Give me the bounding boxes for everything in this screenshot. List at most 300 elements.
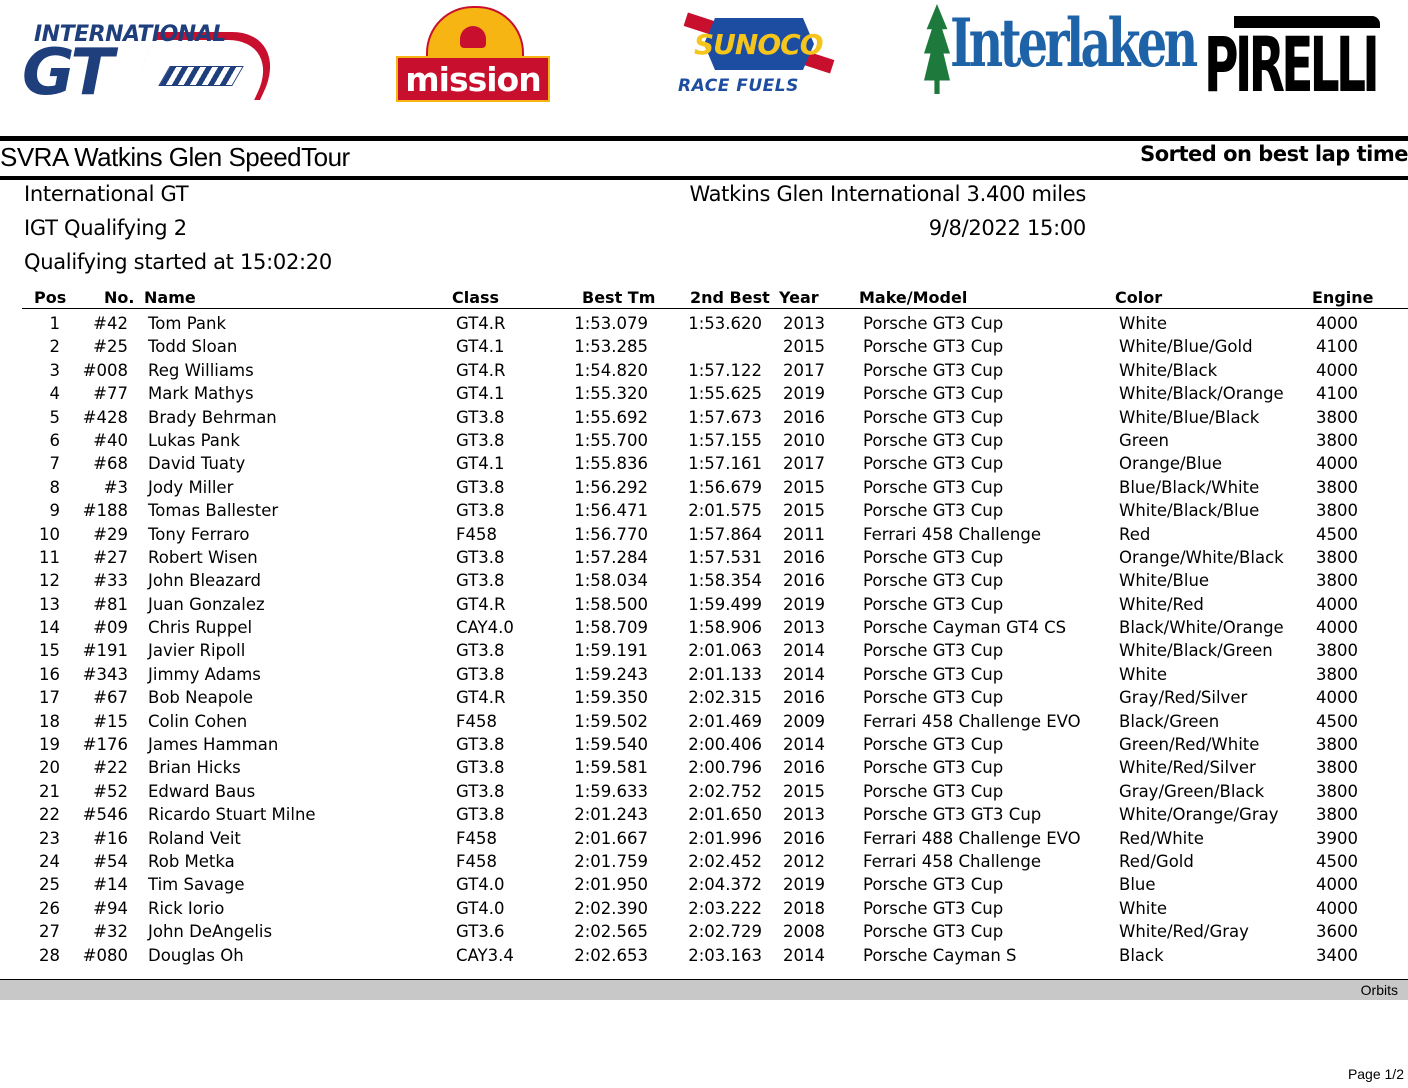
cell-color: White/Blue/Black xyxy=(1119,407,1260,427)
cell-car-number: #188 xyxy=(82,501,128,521)
cell-engine: 3800 xyxy=(1316,571,1358,591)
cell-driver-name: Robert Wisen xyxy=(148,547,258,567)
cell-driver-name: Colin Cohen xyxy=(148,711,248,731)
international-gt-logo xyxy=(22,18,272,110)
table-row xyxy=(0,850,1408,873)
cell-car-number: #77 xyxy=(93,384,128,404)
cell-color: White/Blue xyxy=(1119,571,1210,591)
cell-driver-name: Tomas Ballester xyxy=(148,501,279,521)
cell-second-best: 2:00.406 xyxy=(688,735,762,755)
cell-class: F458 xyxy=(456,524,497,544)
cell-driver-name: Bob Neapole xyxy=(148,688,254,708)
table-row xyxy=(0,616,1408,639)
cell-color: Orange/White/Black xyxy=(1119,547,1284,567)
col-class: Class xyxy=(452,288,500,307)
cell-color: White/Red xyxy=(1119,594,1204,614)
pirelli-logo xyxy=(1204,16,1380,109)
cell-engine: 3800 xyxy=(1316,805,1358,825)
cell-driver-name: Jimmy Adams xyxy=(148,664,261,684)
cell-year: 2015 xyxy=(783,337,825,357)
cell-year: 2014 xyxy=(783,664,825,684)
cell-make-model: Porsche GT3 Cup xyxy=(863,454,1004,474)
cell-second-best: 2:00.796 xyxy=(688,758,762,778)
table-row xyxy=(0,920,1408,943)
cell-make-model: Porsche GT3 Cup xyxy=(863,384,1004,404)
cell-second-best: 1:58.354 xyxy=(688,571,762,591)
cell-driver-name: Lukas Pank xyxy=(148,430,240,450)
cell-class: F458 xyxy=(456,851,497,871)
cell-pos: 27 xyxy=(39,922,60,942)
cell-pos: 5 xyxy=(49,407,60,427)
table-row xyxy=(0,780,1408,803)
cell-class: GT4.1 xyxy=(456,454,505,474)
cell-class: GT4.R xyxy=(456,594,506,614)
cell-color: Red xyxy=(1119,524,1151,544)
cell-engine: 4000 xyxy=(1316,360,1358,380)
event-title: SVRA Watkins Glen SpeedTour xyxy=(0,142,350,172)
cell-engine: 3800 xyxy=(1316,735,1358,755)
cell-driver-name: Javier Ripoll xyxy=(148,641,246,661)
logo-checker xyxy=(158,66,244,86)
cell-second-best: 2:02.315 xyxy=(688,688,762,708)
cell-class: GT4.0 xyxy=(456,898,505,918)
table-row xyxy=(0,499,1408,522)
cell-second-best: 1:56.679 xyxy=(688,477,762,497)
cell-driver-name: John Bleazard xyxy=(148,571,262,591)
cell-pos: 1 xyxy=(49,314,60,333)
cell-class: GT4.R xyxy=(456,688,506,708)
cell-year: 2011 xyxy=(783,524,825,544)
mission-word: mission xyxy=(396,56,550,102)
cell-pos: 4 xyxy=(49,384,60,404)
cell-car-number: #40 xyxy=(93,430,128,450)
col-year: Year xyxy=(779,288,819,307)
cell-color: Green xyxy=(1119,430,1169,450)
cell-color: White/Blue/Gold xyxy=(1119,337,1253,357)
cell-car-number: #33 xyxy=(93,571,128,591)
cell-class: GT3.8 xyxy=(456,758,505,778)
cell-second-best: 2:01.996 xyxy=(688,828,762,848)
bell-icon xyxy=(460,26,486,48)
cell-car-number: #343 xyxy=(82,664,128,684)
cell-best-time: 1:59.191 xyxy=(574,641,648,661)
cell-car-number: #15 xyxy=(93,711,128,731)
title-rule-bottom xyxy=(0,176,1408,180)
cell-pos: 12 xyxy=(39,571,60,591)
cell-best-time: 2:02.653 xyxy=(574,945,648,965)
cell-best-time: 1:57.284 xyxy=(574,547,648,567)
cell-make-model: Porsche GT3 Cup xyxy=(863,314,1004,333)
cell-make-model: Porsche GT3 Cup xyxy=(863,781,1004,801)
cell-color: Red/Gold xyxy=(1119,851,1194,871)
sunoco-sub: RACE FUELS xyxy=(678,76,799,96)
cell-best-time: 1:58.709 xyxy=(574,618,648,638)
cell-class: F458 xyxy=(456,828,497,848)
cell-driver-name: Douglas Oh xyxy=(148,945,244,965)
cell-best-time: 2:01.759 xyxy=(574,851,648,871)
cell-driver-name: Tony Ferraro xyxy=(148,524,250,544)
table-row xyxy=(0,944,1408,967)
cell-engine: 3900 xyxy=(1316,828,1358,848)
cell-driver-name: Juan Gonzalez xyxy=(148,594,265,614)
cell-year: 2019 xyxy=(783,875,825,895)
table-row xyxy=(0,710,1408,733)
cell-year: 2014 xyxy=(783,641,825,661)
cell-pos: 7 xyxy=(49,454,60,474)
header-rule xyxy=(22,308,1408,309)
cell-driver-name: Reg Williams xyxy=(148,360,254,380)
tree-icon xyxy=(924,4,950,94)
cell-car-number: #080 xyxy=(82,945,128,965)
cell-engine: 3800 xyxy=(1316,641,1358,661)
cell-class: CAY4.0 xyxy=(456,618,514,638)
col-no: No. xyxy=(104,288,135,307)
cell-pos: 16 xyxy=(39,664,60,684)
table-row xyxy=(0,803,1408,826)
col-best: Best Tm xyxy=(582,288,656,307)
cell-second-best: 2:02.729 xyxy=(688,922,762,942)
cell-engine: 3800 xyxy=(1316,664,1358,684)
cell-pos: 10 xyxy=(39,524,60,544)
cell-car-number: #428 xyxy=(82,407,128,427)
cell-second-best: 2:01.133 xyxy=(688,664,762,684)
table-row xyxy=(0,873,1408,896)
cell-second-best: 1:57.531 xyxy=(688,547,762,567)
table-row xyxy=(0,382,1408,405)
col-second-best: 2nd Best xyxy=(690,288,770,307)
igt-logo-line1: INTERNATIONAL xyxy=(34,22,226,47)
cell-driver-name: Brady Behrman xyxy=(148,407,277,427)
cell-second-best: 2:04.372 xyxy=(688,875,762,895)
cell-pos: 26 xyxy=(39,898,60,918)
cell-second-best: 1:59.499 xyxy=(688,594,762,614)
cell-year: 2019 xyxy=(783,384,825,404)
interlaken-word: Interlaken xyxy=(950,4,1195,82)
sunoco-logo xyxy=(676,14,842,100)
cell-best-time: 1:56.471 xyxy=(574,501,648,521)
cell-color: White/Red/Silver xyxy=(1119,758,1256,778)
cell-class: GT3.8 xyxy=(456,477,505,497)
cell-class: GT3.8 xyxy=(456,641,505,661)
cell-second-best: 1:57.161 xyxy=(688,454,762,474)
page-number: Page 1/2 xyxy=(1347,1066,1404,1082)
table-row xyxy=(0,523,1408,546)
cell-year: 2016 xyxy=(783,688,825,708)
cell-year: 2019 xyxy=(783,594,825,614)
cell-best-time: 1:58.034 xyxy=(574,571,648,591)
table-row xyxy=(0,452,1408,475)
cell-car-number: #008 xyxy=(82,360,128,380)
cell-engine: 4500 xyxy=(1316,524,1358,544)
cell-best-time: 1:55.836 xyxy=(574,454,648,474)
timing-brand: Orbits xyxy=(1360,982,1398,998)
table-row xyxy=(0,827,1408,850)
session-start: Qualifying started at 15:02:20 xyxy=(24,250,332,274)
interlaken-logo xyxy=(922,2,1195,98)
cell-best-time: 1:59.540 xyxy=(574,735,648,755)
cell-class: GT4.1 xyxy=(456,337,505,357)
cell-class: CAY3.4 xyxy=(456,945,514,965)
cell-make-model: Porsche GT3 Cup xyxy=(863,664,1004,684)
cell-car-number: #25 xyxy=(93,337,128,357)
session-name: IGT Qualifying 2 xyxy=(24,216,187,240)
table-row xyxy=(0,733,1408,756)
cell-class: GT4.0 xyxy=(456,875,505,895)
cell-year: 2008 xyxy=(783,922,825,942)
cell-year: 2015 xyxy=(783,477,825,497)
cell-pos: 2 xyxy=(49,337,60,357)
cell-year: 2013 xyxy=(783,805,825,825)
cell-color: White/Black/Orange xyxy=(1119,384,1284,404)
cell-make-model: Porsche GT3 Cup xyxy=(863,337,1004,357)
cell-class: GT3.8 xyxy=(456,501,505,521)
cell-year: 2015 xyxy=(783,501,825,521)
cell-pos: 24 xyxy=(39,851,60,871)
cell-car-number: #32 xyxy=(93,922,128,942)
cell-driver-name: James Hamman xyxy=(148,735,279,755)
cell-pos: 3 xyxy=(49,360,60,380)
cell-color: Orange/Blue xyxy=(1119,454,1223,474)
cell-pos: 18 xyxy=(39,711,60,731)
cell-car-number: #22 xyxy=(93,758,128,778)
cell-make-model: Porsche GT3 Cup xyxy=(863,501,1004,521)
cell-car-number: #68 xyxy=(93,454,128,474)
cell-engine: 4000 xyxy=(1316,688,1358,708)
cell-best-time: 1:55.700 xyxy=(574,430,648,450)
cell-pos: 15 xyxy=(39,641,60,661)
cell-class: GT3.8 xyxy=(456,805,505,825)
cell-make-model: Porsche GT3 Cup xyxy=(863,922,1004,942)
cell-driver-name: Rob Metka xyxy=(148,851,235,871)
table-row xyxy=(0,476,1408,499)
cell-make-model: Porsche GT3 Cup xyxy=(863,641,1004,661)
cell-second-best: 1:57.864 xyxy=(688,524,762,544)
cell-class: GT4.R xyxy=(456,314,506,333)
table-row xyxy=(0,639,1408,662)
cell-engine: 3800 xyxy=(1316,430,1358,450)
cell-engine: 3600 xyxy=(1316,922,1358,942)
cell-make-model: Porsche GT3 GT3 Cup xyxy=(863,805,1042,825)
cell-year: 2013 xyxy=(783,314,825,333)
cell-make-model: Porsche GT3 Cup xyxy=(863,735,1004,755)
cell-second-best: 1:58.906 xyxy=(688,618,762,638)
table-row xyxy=(0,359,1408,382)
cell-best-time: 1:59.350 xyxy=(574,688,648,708)
cell-best-time: 1:58.500 xyxy=(574,594,648,614)
cell-engine: 4000 xyxy=(1316,898,1358,918)
cell-driver-name: Todd Sloan xyxy=(148,337,238,357)
cell-car-number: #42 xyxy=(93,314,128,333)
cell-driver-name: Tim Savage xyxy=(148,875,245,895)
cell-year: 2015 xyxy=(783,781,825,801)
cell-make-model: Porsche GT3 Cup xyxy=(863,688,1004,708)
cell-color: White/Black/Green xyxy=(1119,641,1273,661)
cell-make-model: Porsche GT3 Cup xyxy=(863,875,1004,895)
sort-note: Sorted on best lap time xyxy=(1140,142,1408,166)
cell-engine: 4100 xyxy=(1316,384,1358,404)
table-row xyxy=(0,312,1408,335)
cell-driver-name: Jody Miller xyxy=(148,477,234,497)
cell-second-best: 2:01.575 xyxy=(688,501,762,521)
cell-class: GT3.8 xyxy=(456,664,505,684)
cell-year: 2010 xyxy=(783,430,825,450)
cell-car-number: #546 xyxy=(82,805,128,825)
cell-engine: 3800 xyxy=(1316,547,1358,567)
cell-pos: 11 xyxy=(39,547,60,567)
cell-pos: 14 xyxy=(39,618,60,638)
cell-best-time: 1:56.770 xyxy=(574,524,648,544)
cell-engine: 3800 xyxy=(1316,781,1358,801)
cell-car-number: #54 xyxy=(93,851,128,871)
cell-year: 2014 xyxy=(783,945,825,965)
cell-driver-name: Brian Hicks xyxy=(148,758,241,778)
cell-best-time: 1:59.243 xyxy=(574,664,648,684)
results-table xyxy=(0,312,1408,967)
cell-class: F458 xyxy=(456,711,497,731)
cell-make-model: Porsche GT3 Cup xyxy=(863,430,1004,450)
cell-best-time: 1:54.820 xyxy=(574,360,648,380)
cell-second-best: 1:53.620 xyxy=(688,314,762,333)
cell-make-model: Porsche GT3 Cup xyxy=(863,898,1004,918)
cell-make-model: Porsche GT3 Cup xyxy=(863,547,1004,567)
cell-pos: 6 xyxy=(49,430,60,450)
cell-color: White/Orange/Gray xyxy=(1119,805,1279,825)
cell-color: Blue xyxy=(1119,875,1156,895)
cell-year: 2012 xyxy=(783,851,825,871)
cell-year: 2013 xyxy=(783,618,825,638)
cell-pos: 8 xyxy=(49,477,60,497)
cell-engine: 4000 xyxy=(1316,594,1358,614)
cell-car-number: #81 xyxy=(93,594,128,614)
table-row xyxy=(0,686,1408,709)
cell-best-time: 1:53.079 xyxy=(574,314,648,333)
cell-year: 2017 xyxy=(783,360,825,380)
cell-color: Red/White xyxy=(1119,828,1204,848)
cell-pos: 25 xyxy=(39,875,60,895)
cell-pos: 13 xyxy=(39,594,60,614)
cell-engine: 3800 xyxy=(1316,501,1358,521)
table-row xyxy=(0,406,1408,429)
table-row xyxy=(0,756,1408,779)
cell-color: Gray/Red/Silver xyxy=(1119,688,1248,708)
cell-pos: 23 xyxy=(39,828,60,848)
cell-best-time: 2:01.950 xyxy=(574,875,648,895)
cell-car-number: #14 xyxy=(93,875,128,895)
cell-best-time: 2:01.243 xyxy=(574,805,648,825)
cell-driver-name: Rick Iorio xyxy=(148,898,225,918)
cell-engine: 4500 xyxy=(1316,851,1358,871)
cell-second-best: 2:03.222 xyxy=(688,898,762,918)
cell-pos: 22 xyxy=(39,805,60,825)
cell-pos: 20 xyxy=(39,758,60,778)
cell-make-model: Porsche GT3 Cup xyxy=(863,594,1004,614)
cell-class: GT3.8 xyxy=(456,430,505,450)
cell-make-model: Porsche GT3 Cup xyxy=(863,571,1004,591)
cell-second-best: 1:55.625 xyxy=(688,384,762,404)
sponsor-logos xyxy=(0,0,1408,130)
cell-color: Green/Red/White xyxy=(1119,735,1260,755)
cell-class: GT3.8 xyxy=(456,407,505,427)
cell-best-time: 1:55.320 xyxy=(574,384,648,404)
cell-driver-name: Edward Baus xyxy=(148,781,256,801)
cell-engine: 4000 xyxy=(1316,875,1358,895)
col-name: Name xyxy=(144,288,196,307)
cell-color: Gray/Green/Black xyxy=(1119,781,1265,801)
cell-color: Black xyxy=(1119,945,1164,965)
cell-engine: 3800 xyxy=(1316,477,1358,497)
cell-engine: 3800 xyxy=(1316,407,1358,427)
cell-class: GT3.8 xyxy=(456,781,505,801)
cell-engine: 4500 xyxy=(1316,711,1358,731)
cell-make-model: Ferrari 458 Challenge xyxy=(863,524,1041,544)
cell-car-number: #52 xyxy=(93,781,128,801)
igt-logo-line2: GT xyxy=(22,36,112,110)
cell-color: Black/Green xyxy=(1119,711,1220,731)
cell-second-best: 1:57.122 xyxy=(688,360,762,380)
cell-color: White xyxy=(1119,898,1167,918)
cell-engine: 4000 xyxy=(1316,618,1358,638)
table-row xyxy=(0,593,1408,616)
cell-second-best: 2:01.469 xyxy=(688,711,762,731)
cell-make-model: Porsche GT3 Cup xyxy=(863,758,1004,778)
table-row xyxy=(0,569,1408,592)
cell-car-number: #29 xyxy=(93,524,128,544)
cell-class: GT3.8 xyxy=(456,547,505,567)
cell-color: White xyxy=(1119,664,1167,684)
cell-best-time: 1:59.633 xyxy=(574,781,648,801)
cell-make-model: Porsche GT3 Cup xyxy=(863,477,1004,497)
cell-driver-name: Ricardo Stuart Milne xyxy=(148,805,316,825)
cell-make-model: Porsche Cayman GT4 CS xyxy=(863,618,1067,638)
cell-color: White/Black xyxy=(1119,360,1218,380)
cell-pos: 28 xyxy=(39,945,60,965)
cell-car-number: #67 xyxy=(93,688,128,708)
cell-class: GT4.R xyxy=(456,360,506,380)
col-pos: Pos xyxy=(34,288,67,307)
cell-year: 2018 xyxy=(783,898,825,918)
cell-make-model: Porsche GT3 Cup xyxy=(863,360,1004,380)
title-rule-top xyxy=(0,136,1408,141)
cell-second-best: 2:03.163 xyxy=(688,945,762,965)
cell-make-model: Porsche Cayman S xyxy=(863,945,1017,965)
cell-best-time: 1:55.692 xyxy=(574,407,648,427)
cell-best-time: 1:53.285 xyxy=(574,337,648,357)
cell-best-time: 1:59.581 xyxy=(574,758,648,778)
cell-driver-name: John DeAngelis xyxy=(148,922,273,942)
cell-year: 2016 xyxy=(783,571,825,591)
footer-bar xyxy=(0,980,1408,1000)
cell-best-time: 1:56.292 xyxy=(574,477,648,497)
series-name: International GT xyxy=(24,182,189,206)
cell-car-number: #94 xyxy=(93,898,128,918)
cell-color: Black/White/Orange xyxy=(1119,618,1284,638)
cell-second-best: 2:01.063 xyxy=(688,641,762,661)
cell-make-model: Ferrari 458 Challenge xyxy=(863,851,1041,871)
pirelli-word: PIRELLI xyxy=(1204,20,1377,109)
cell-make-model: Porsche GT3 Cup xyxy=(863,407,1004,427)
cell-engine: 4100 xyxy=(1316,337,1358,357)
cell-color: White/Red/Gray xyxy=(1119,922,1249,942)
cell-year: 2016 xyxy=(783,547,825,567)
track-info: Watkins Glen International 3.400 miles xyxy=(689,182,1086,206)
cell-driver-name: Chris Ruppel xyxy=(148,618,253,638)
cell-best-time: 2:02.565 xyxy=(574,922,648,942)
cell-make-model: Ferrari 458 Challenge EVO xyxy=(863,711,1081,731)
table-row xyxy=(0,429,1408,452)
cell-pos: 17 xyxy=(39,688,60,708)
col-engine: Engine xyxy=(1312,288,1374,307)
cell-color: White xyxy=(1119,314,1167,333)
